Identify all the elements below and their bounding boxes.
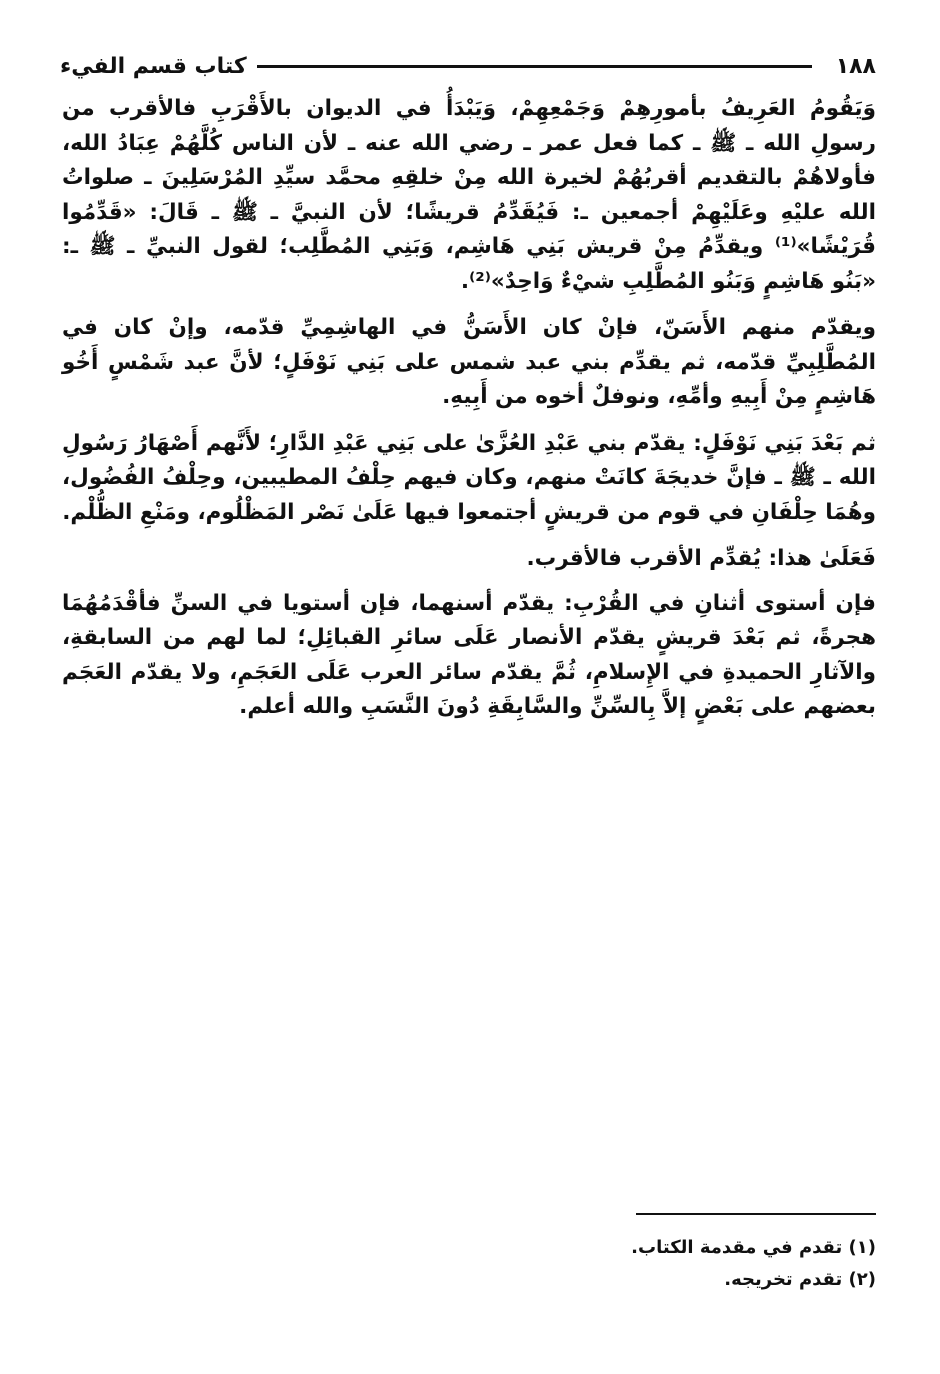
footnotes [400, 1232, 876, 1296]
main-text [62, 92, 876, 737]
page-header [60, 46, 876, 86]
paragraph-1: وَيَقُومُ العَرِيفُ بأمورِهِمْ وَجَمْعِهِمْ، وَيَبْدَأُ في الديوان بالأَقْرَبِ فالأقرب من رسولِ الله ـ ﷺ ـ كما فعل عمر ـ رضي الله عنه ـ لأن الناس كُلَّهُمْ عِبَادُ الله، فأولاهُمْ بالتقديم أقربُهُمْ لخيرة الله مِنْ خلقِهِ محمَّد سيِّدِ المُرْسَلِينَ ـ صلواتُ الله عليْهِ وعَلَيْهِمْ أجمعين ـ: فَيُقَدِّمُ قريشًا؛ لأن النبيَّ ـ ﷺ ـ قَالَ: «قَدِّمُوا قُرَيْشًا»⁽¹⁾ ويقدِّمُ مِنْ قريش بَنِي هَاشِم، وَبَنِي المُطَّلِب؛ لقول النبيِّ ـ ﷺ ـ: «بَنُو هَاشِمٍ وَبَنُو المُطَّلِبِ شيْءٌ وَاحِدٌ»⁽²⁾. [62, 96, 876, 294]
footnote-1: (١) تقدم في مقدمة الكتاب. [631, 1237, 876, 1258]
footnote-separator [636, 1213, 876, 1215]
paragraph-3: ثم بَعْدَ بَنِي نَوْفَلٍ: يقدّم بني عَبْدِ العُزَّىٰ على بَنِي عَبْدِ الدَّارِ؛ لأَنَّهم أَصْهَارُ رَسُولِ الله ـ ﷺ ـ فإنَّ خديجَةَ كانَتْ منهم، وكان فيهم حِلْفُ المطيبين، وحِلْفُ الفُضُول، وهُمَا حِلْفَانِ في قوم من قريشٍ أجتمعوا فيها عَلَىٰ نَصْر المَظْلُوم، ومَنْعِ الظُّلْم. [62, 430, 876, 525]
footnote-2: (٢) تقدم تخريجه. [724, 1269, 876, 1290]
page-number: ١٨٨ [835, 53, 876, 79]
paragraph-4: فَعَلَىٰ هذا: يُقدِّم الأقرب فالأقرب. [526, 546, 876, 571]
running-title: كتاب قسم الفيء [60, 53, 247, 79]
paragraph-2: ويقدّم منهم الأَسَنّ، فإنْ كان الأَسَنُّ في الهاشِمِيِّ قدّمه، وإنْ كان في المُطَّلِبِيِّ قدّمه، ثم يقدِّم بني عبد شمس على بَنِي نَوْفَلٍ؛ لأنَّ عبد شَمْسٍ أَخُو هَاشِمٍ مِنْ أَبِيهِ وأمِّهِ، ونوفلٌ أخوه من أَبِيهِ. [62, 315, 876, 409]
header-rule [257, 65, 812, 68]
paragraph-5: فإن أستوى أثنانِ في القُرْبِ: يقدّم أسنهما، فإن أستويا في السنِّ فأقْدَمُهُمَا هجرةً، ثم بَعْدَ قريشٍ يقدّم الأنصار عَلَى سائرِ القبائِلِ؛ لما لهم من السابقةِ، والآثارِ الحميدةِ في الإِسلامِ، ثُمَّ يقدّم سائر العرب عَلَى العَجَمِ، ولا يقدّم العَجَم بعضهم على بَعْضٍ إلاَّ بِالسِّنِّ والسَّابِقَةِ دُونَ النَّسَبِ والله أعلم. [62, 590, 876, 719]
